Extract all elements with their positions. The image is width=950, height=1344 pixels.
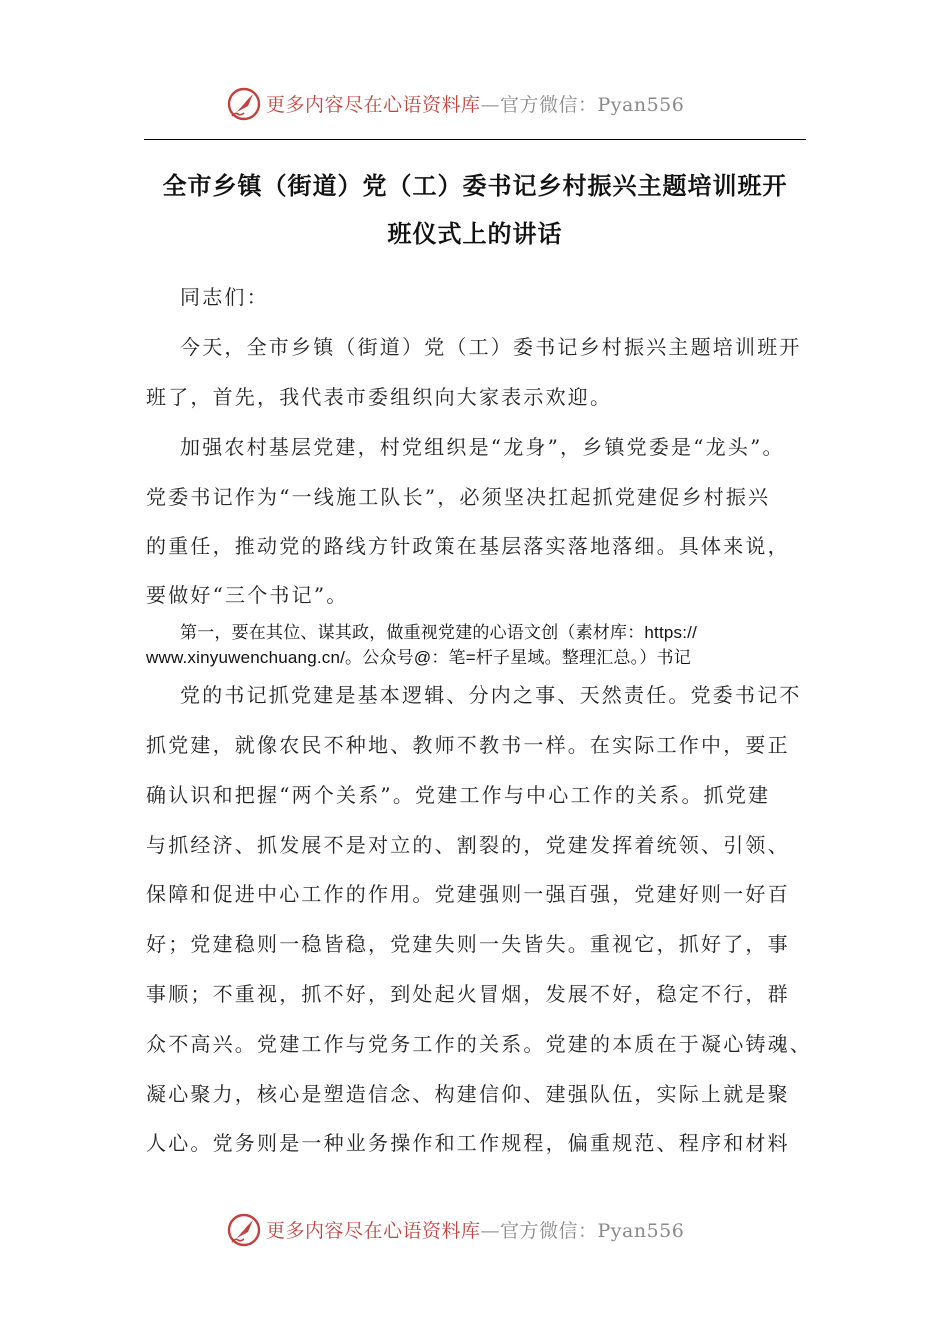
text-line: 好；党建稳则一稳皆稳，党建失则一失皆失。重视它，抓好了，事 xyxy=(146,932,790,956)
text-line: 今天，全市乡镇（街道）党（工）委书记乡村振兴主题培训班开 xyxy=(180,335,802,359)
text-line: www.xinyuwenchuang.cn/。公众号@：笔=杆子星域。整理汇总。）书记 xyxy=(146,648,691,667)
text-line: 同志们： xyxy=(180,285,269,309)
text-line: 党的书记抓党建是基本逻辑、分内之事、天然责任。党委书记不 xyxy=(180,683,802,707)
text-line: 第一，要在其位、谋其政，做重视党建的心语文创（素材库：https:// xyxy=(180,623,698,642)
text-line: 与抓经济、抓发展不是对立的、割裂的，党建发挥着统领、引领、 xyxy=(146,833,790,857)
banner-slogan: 更多内容尽在心语资料库 xyxy=(266,1220,481,1242)
banner-dash: — xyxy=(480,94,501,116)
text-line: 人心。党务则是一种业务操作和工作规程，偏重规范、程序和材料 xyxy=(146,1131,790,1155)
text-line: 确认识和把握“两个关系”。党建工作与中心工作的关系。抓党建 xyxy=(146,783,771,807)
banner-text xyxy=(266,1216,684,1243)
banner-wechat: 官方微信：Pyan556 xyxy=(500,1220,685,1242)
text-line: 众不高兴。党建工作与党务工作的关系。党建的本质在于凝心铸魂、 xyxy=(146,1032,812,1056)
text-line: 的重任，推动党的路线方针政策在基层落实落地落细。具体来说， xyxy=(146,534,790,558)
banner-slogan: 更多内容尽在心语资料库 xyxy=(266,94,481,116)
banner-wechat: 官方微信：Pyan556 xyxy=(500,94,685,116)
text-line: 要做好“三个书记”。 xyxy=(146,583,349,607)
text-line: 凝心聚力，核心是塑造信念、构建信仰、建强队伍，实际上就是聚 xyxy=(146,1082,790,1106)
header-banner xyxy=(0,82,950,126)
banner-text xyxy=(266,90,684,117)
text-line: 事顺；不重视，抓不好，到处起火冒烟，发展不好，稳定不行，群 xyxy=(146,982,790,1006)
text-line: 党委书记作为“一线施工队长”，必须坚决扛起抓党建促乡村振兴 xyxy=(146,485,771,509)
quill-logo-icon xyxy=(226,1212,262,1248)
text-line: 加强农村基层党建，村党组织是“龙身”，乡镇党委是“龙头”。 xyxy=(180,435,785,459)
title-line-1: 全市乡镇（街道）党（工）委书记乡村振兴主题培训班开 xyxy=(162,172,788,200)
footer-banner xyxy=(0,1208,950,1252)
text-line: 保障和促进中心工作的作用。党建强则一强百强，党建好则一好百 xyxy=(146,882,790,906)
title-line-2: 班仪式上的讲话 xyxy=(387,220,563,248)
banner-dash: — xyxy=(480,1220,501,1242)
document-title xyxy=(144,162,806,258)
quill-logo-icon xyxy=(226,86,262,122)
header-rule xyxy=(144,139,806,140)
text-line: 班了，首先，我代表市委组织向大家表示欢迎。 xyxy=(146,385,613,409)
text-line: 抓党建，就像农民不种地、教师不教书一样。在实际工作中，要正 xyxy=(146,733,790,757)
